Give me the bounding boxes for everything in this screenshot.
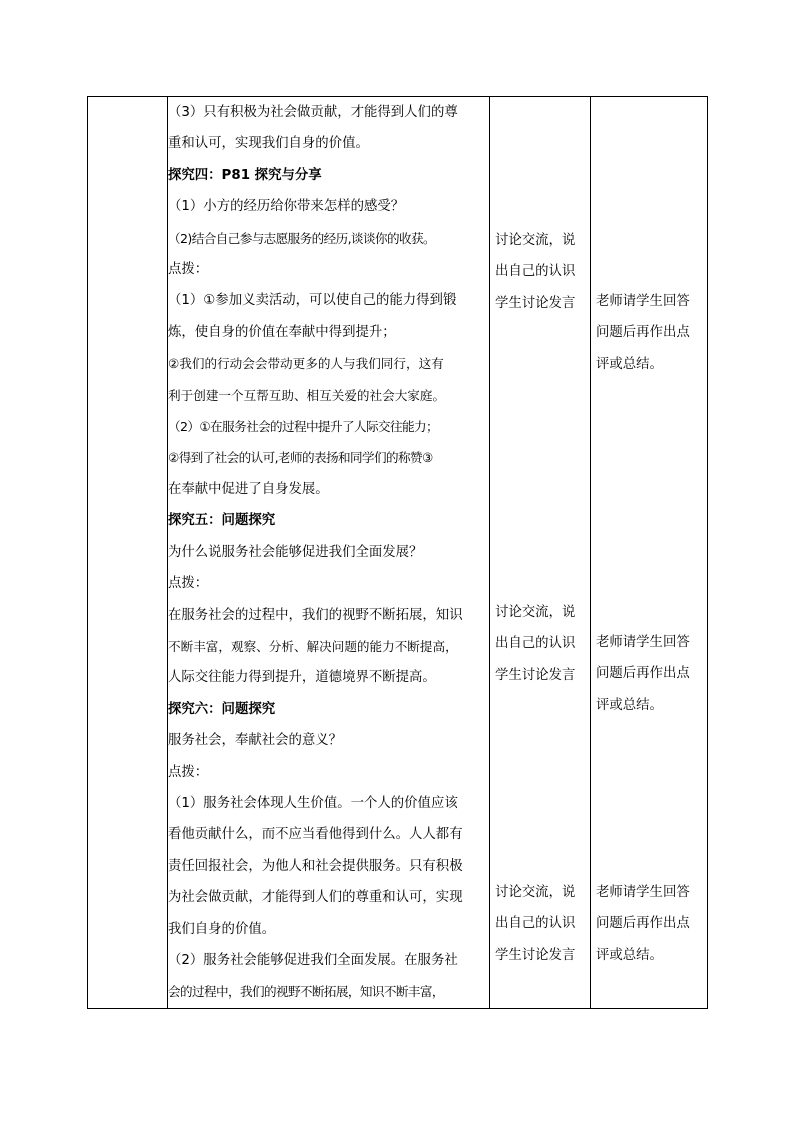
content-line: 点拨：: [168, 576, 209, 592]
section-cell: [88, 97, 168, 1009]
content-line: （2）服务社会能够促进我们全面发展。在服务社: [168, 952, 458, 968]
content-cell: [168, 97, 490, 1009]
table-row: [88, 97, 708, 1009]
content-line: 利于创建一个互帮互助、相互关爱的社会大家庭。: [168, 387, 446, 403]
teacher-activity-line: 老师请学生回答: [596, 635, 690, 650]
content-line: 为什么说服务社会能够促进我们全面发展？: [168, 544, 423, 560]
teacher-activity-block: [596, 877, 704, 971]
content-line: 点拨：: [168, 262, 209, 278]
content-line: 责任回报社会，为他人和社会提供服务。只有积极: [168, 858, 463, 874]
teacher-activity-line: 评或总结。: [596, 356, 663, 372]
content-line: ②得到了社会的认可,老师的表扬和同学们的称赞③: [168, 450, 433, 466]
student-activity-line: 讨论交流，说: [495, 885, 576, 900]
section-heading: 探究六：问题探究: [168, 701, 276, 717]
content-line: 服务社会，奉献社会的意义？: [168, 733, 343, 749]
content-line: 为社会做贡献，才能得到人们的尊重和认可，实现: [168, 890, 463, 906]
teacher-activity-block: [596, 627, 704, 721]
student-activity-line: 学生讨论发言: [495, 667, 576, 683]
content-line: （1）①参加义卖活动，可以使自己的能力得到锻: [168, 293, 457, 309]
content-line: （1）服务社会体现人生价值。一个人的价值应该: [168, 795, 458, 811]
content-line: （2)结合自己参与志愿服务的经历,谈谈你的收获。: [168, 230, 435, 246]
teacher-activity-line: 评或总结。: [596, 947, 663, 963]
content-line: （1）小方的经历给你带来怎样的感受？: [168, 199, 405, 215]
content-line: 在奉献中促进了自身发展。: [168, 481, 329, 497]
content-line: 在服务社会的过程中，我们的视野不断拓展，知识: [168, 607, 463, 623]
content-line: （3）只有积极为社会做贡献，才能得到人们的尊: [168, 105, 458, 120]
student-activity-line: 讨论交流，说: [495, 605, 576, 620]
lesson-table: [87, 96, 708, 1009]
content-line: 人际交往能力得到提升，道德境界不断提高。: [168, 670, 436, 686]
student-activity-block: [495, 597, 587, 691]
teacher-activity-line: 老师请学生回答: [596, 294, 690, 309]
student-activity-line: 学生讨论发言: [495, 947, 576, 963]
content-line: （2）①在服务社会的过程中提升了人际交往能力；: [168, 419, 438, 435]
content-line: 看他贡献什么，而不应当看他得到什么。人人都有: [168, 827, 463, 843]
teacher-activity-cell: [591, 97, 708, 1009]
teacher-activity-line: 问题后再作出点: [596, 666, 690, 682]
content-line: 炼，使自身的价值在奉献中得到提升；: [168, 324, 396, 340]
content-line: 会的过程中，我们的视野不断拓展，知识不断丰富，: [168, 984, 444, 1000]
student-activity-line: 出自己的认识: [495, 916, 576, 932]
content-line: 重和认可，实现我们自身的价值。: [168, 136, 369, 152]
student-activity-line: 出自己的认识: [495, 264, 576, 280]
content-line: ②我们的行动会会带动更多的人与我们同行，这有: [168, 356, 444, 372]
content-line: 不断丰富，观察、分析、解决问题的能力不断提高，: [168, 638, 458, 654]
student-activity-line: 出自己的认识: [495, 636, 576, 652]
content-line: 点拨：: [168, 764, 209, 780]
student-activity-block: [495, 225, 587, 319]
student-activity-cell: [490, 97, 591, 1009]
section-heading: 探究五：问题探究: [168, 513, 276, 529]
teacher-activity-line: 评或总结。: [596, 697, 663, 713]
section-heading: 探究四：P81 探究与分享: [168, 167, 322, 183]
student-activity-line: 讨论交流，说: [495, 233, 576, 248]
teacher-activity-block: [596, 286, 704, 380]
content-line: 我们自身的价值。: [168, 921, 276, 937]
teacher-activity-line: 问题后再作出点: [596, 325, 690, 341]
teacher-activity-line: 问题后再作出点: [596, 916, 690, 932]
student-activity-line: 学生讨论发言: [495, 295, 576, 311]
student-activity-block: [495, 877, 587, 971]
teacher-activity-line: 老师请学生回答: [596, 885, 690, 900]
